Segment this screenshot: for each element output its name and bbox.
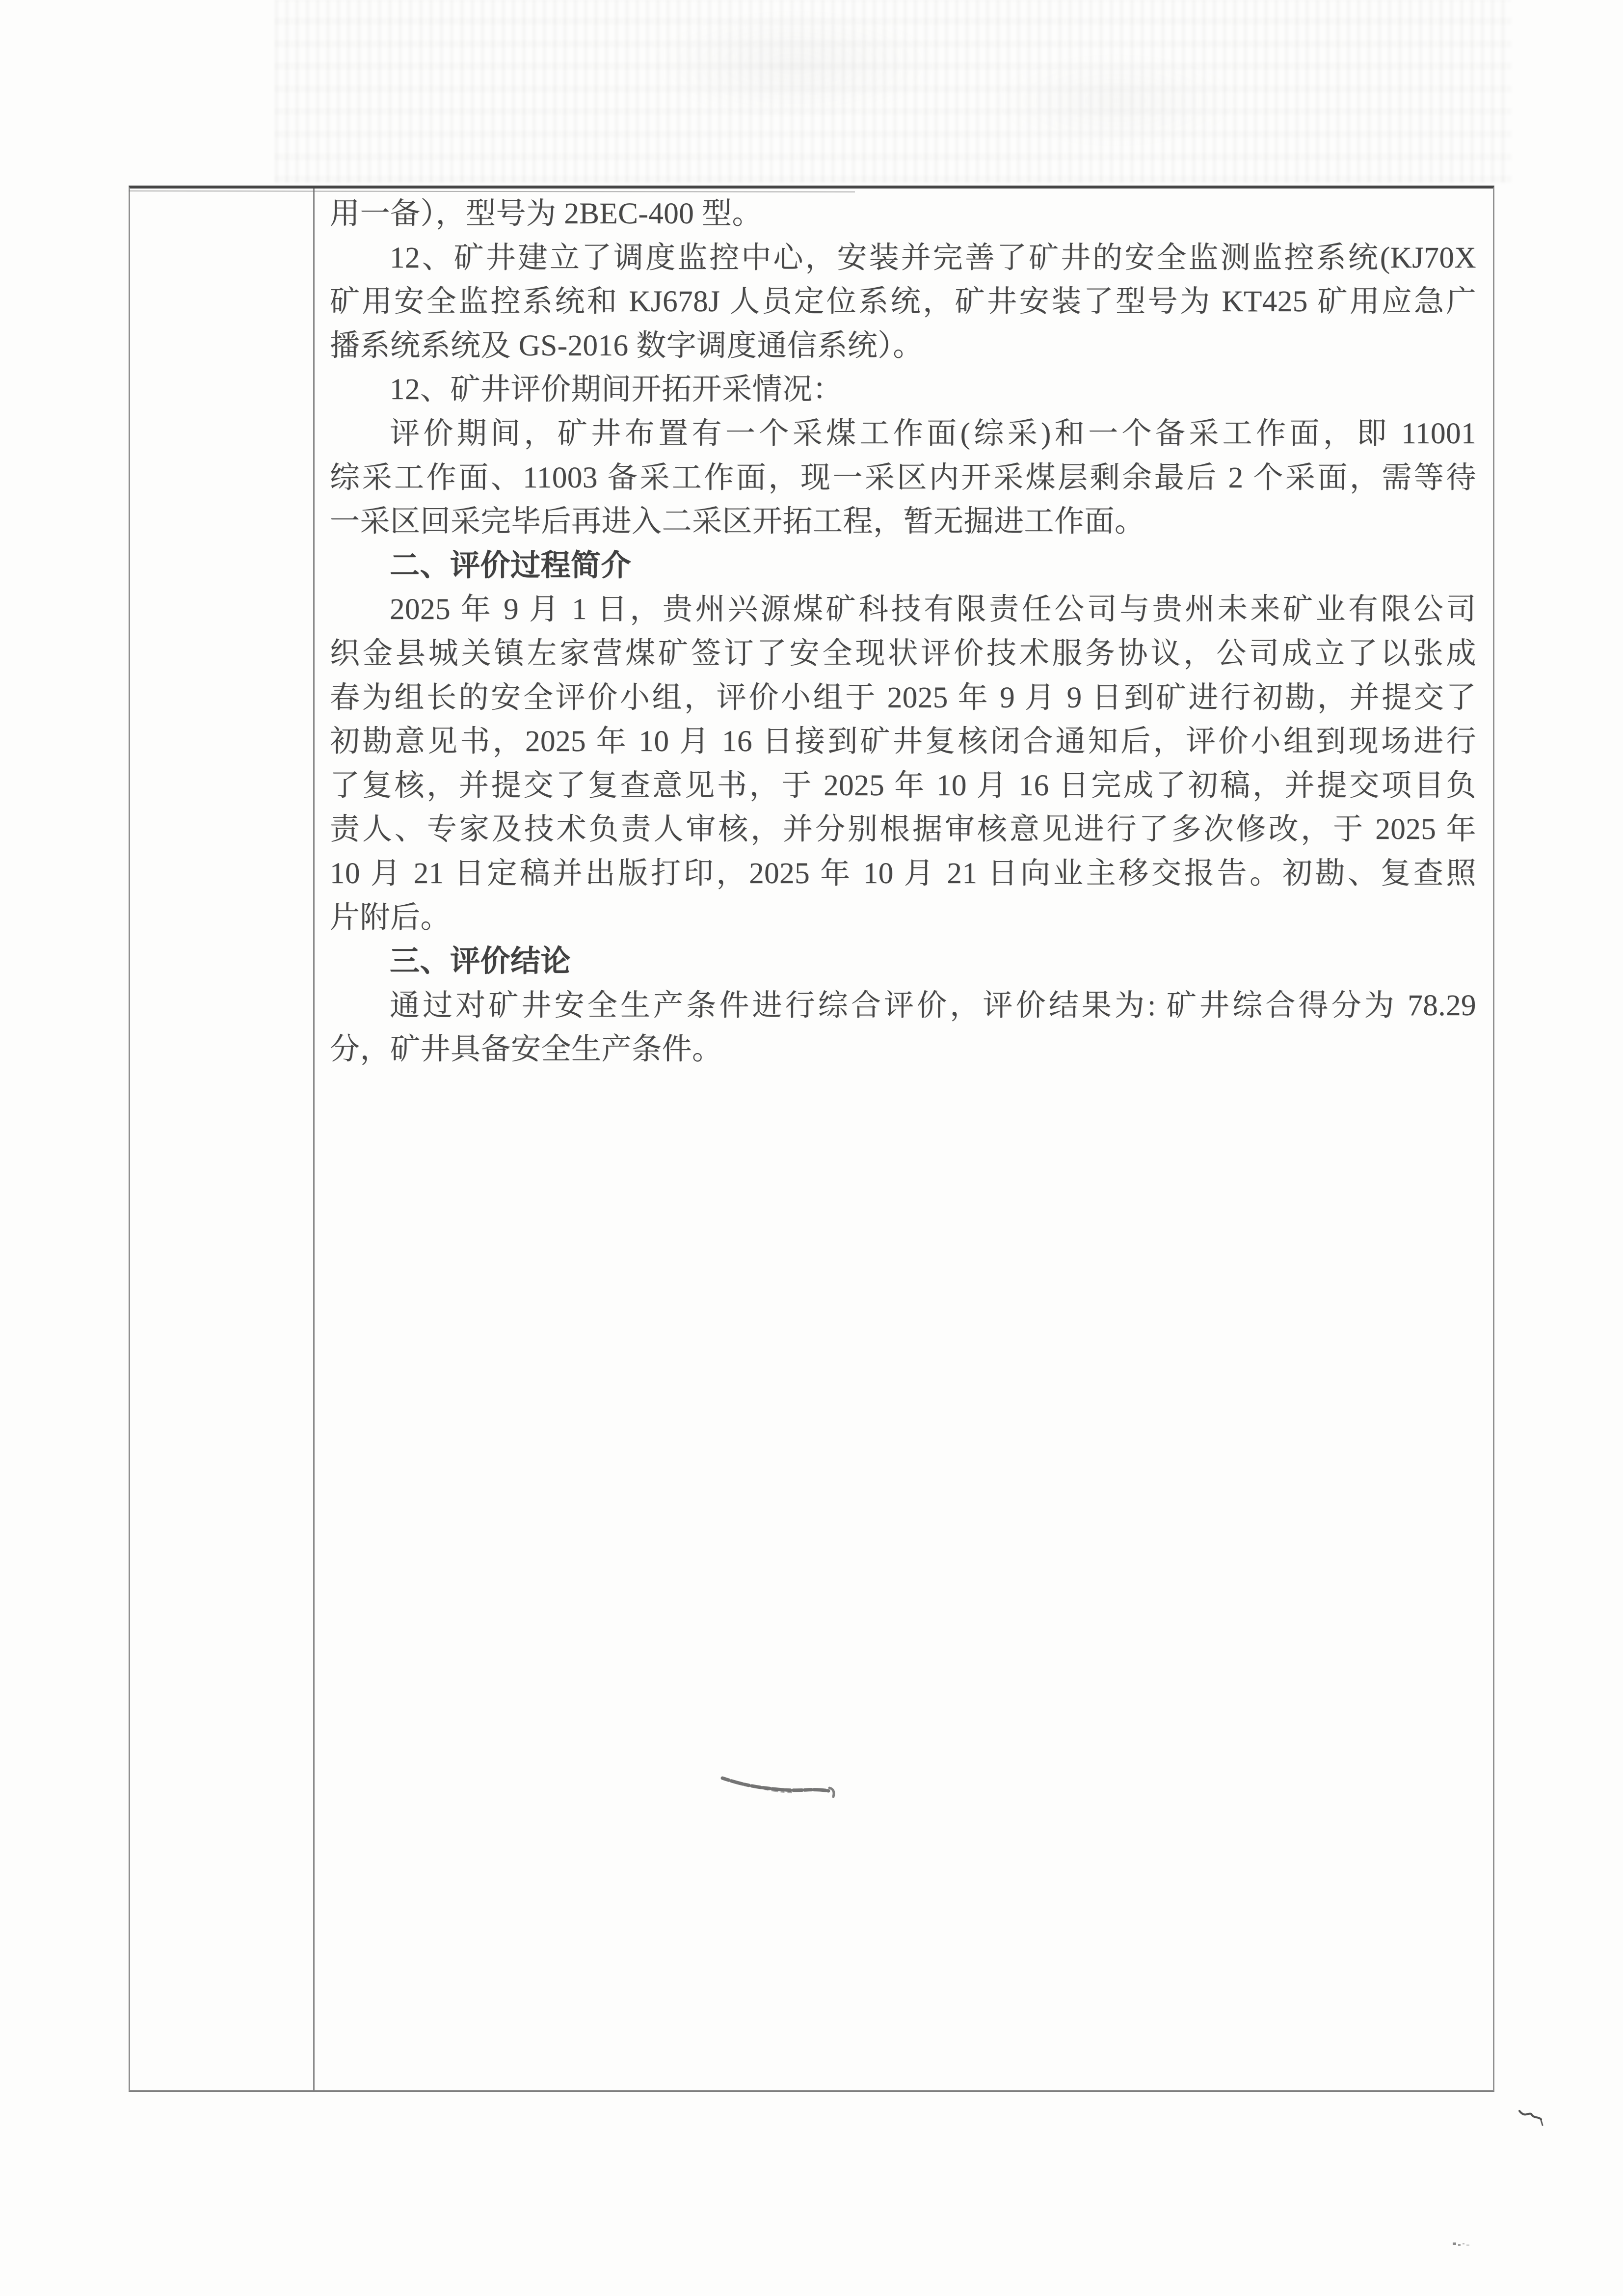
- text-line: 用一备），型号为 2BEC-400 型。: [330, 197, 762, 230]
- pen-squiggle-mark: [1518, 2107, 1546, 2129]
- text-line: 12、矿井建立了调度监控中心，安装并完善了矿井的安全监测监控系统(KJ70X: [390, 241, 1476, 274]
- text-line: 了复核，并提交了复查意见书，于 2025 年 10 月 16 日完成了初稿，并提交项目负: [330, 769, 1476, 802]
- text-line: 初勘意见书，2025 年 10 月 16 日接到矿井复核闭合通知后，评价小组到现场进行: [330, 725, 1476, 758]
- table-column-divider: [313, 189, 315, 2090]
- text-line: 织金县城关镇左家营煤矿签订了安全现状评价技术服务协议，公司成立了以张成: [330, 637, 1476, 670]
- text-line: 责人、专家及技术负责人审核，并分别根据审核意见进行了多次修改，于 2025 年: [330, 813, 1476, 846]
- text-line: 10 月 21 日定稿并出版打印，2025 年 10 月 21 日向业主移交报告。初勘、复查照: [330, 857, 1476, 890]
- section-heading: 二、评价过程简介: [390, 549, 632, 582]
- graphite-smudge-mark: [719, 1771, 842, 1806]
- text-line: 春为组长的安全评价小组，评价小组于 2025 年 9 月 9 日到矿进行初勘，并提交了: [330, 681, 1476, 714]
- table-right-cell-text: [330, 192, 1476, 1072]
- table-left-cell: [130, 189, 313, 2090]
- text-line: 一采区回采完毕后再进入二采区开拓工程，暂无掘进工作面。: [330, 505, 1145, 539]
- text-line: 分，矿井具备安全生产条件。: [330, 1033, 722, 1066]
- text-line: 矿用安全监控系统和 KJ678J 人员定位系统，矿井安装了型号为 KT425 矿用应急广: [330, 285, 1476, 319]
- scan-noise-artifact: [275, 0, 1512, 183]
- text-line: 2025 年 9 月 1 日，贵州兴源煤矿科技有限责任公司与贵州未来矿业有限公司: [390, 593, 1476, 626]
- text-line: 综采工作面、11003 备采工作面，现一采区内开采煤层剩余最后 2 个采面，需等待: [330, 461, 1476, 494]
- text-line: 片附后。: [330, 901, 451, 934]
- text-line: 通过对矿井安全生产条件进行综合评价，评价结果为: 矿井综合得分为 78.29: [390, 989, 1476, 1022]
- text-line: 12、矿井评价期间开拓开采情况：: [390, 373, 843, 406]
- ink-speck-mark: [1452, 2240, 1473, 2249]
- text-line: 评价期间，矿井布置有一个采煤工作面(综采)和一个备采工作面，即 11001: [390, 417, 1476, 450]
- text-line: 播系统系统及 GS-2016 数字调度通信系统）。: [330, 329, 923, 362]
- section-heading: 三、评价结论: [390, 945, 571, 978]
